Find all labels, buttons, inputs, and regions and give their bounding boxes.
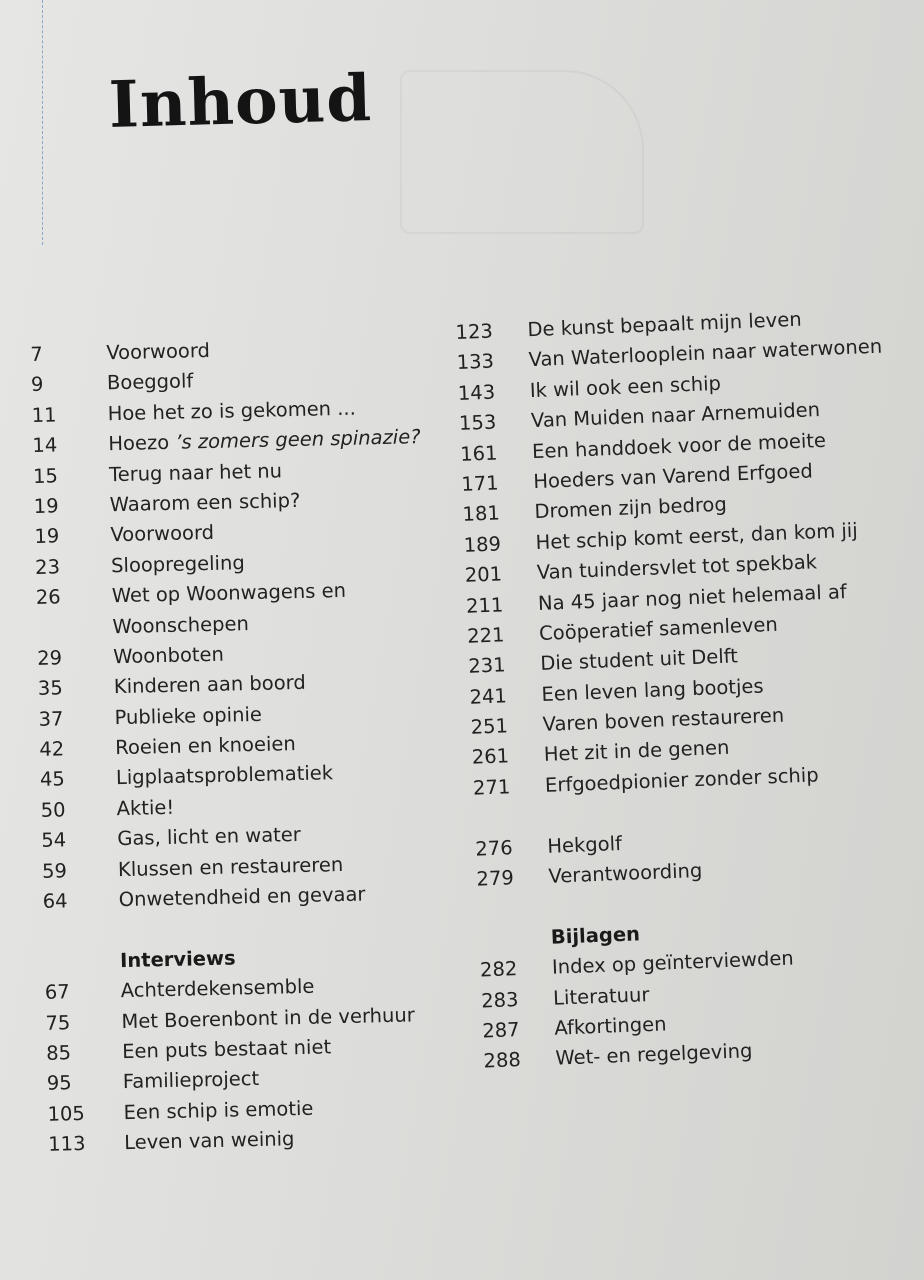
toc-entry-title: Een puts bestaat niet — [121, 1035, 332, 1064]
toc-page-number: 261 — [471, 744, 510, 770]
toc-appendix-list — [479, 946, 795, 1077]
toc-page-number: 45 — [39, 767, 66, 792]
toc-entry-title: Varen boven restaureren — [542, 703, 785, 737]
toc-entry — [30, 338, 211, 370]
toc-page-number: 287 — [481, 1018, 521, 1043]
toc-entry-title: Achterdekensemble — [120, 974, 315, 1003]
toc-entry-title: Gas, licht en water — [117, 823, 302, 851]
toc-entry — [474, 831, 623, 864]
toc-entry — [34, 550, 245, 583]
toc-page-number: 282 — [479, 957, 518, 982]
toc-entry — [44, 974, 315, 1008]
toc-entry-title: Van tuindersvlet tot spekbak — [536, 550, 818, 585]
toc-entry — [39, 761, 334, 795]
toc-entry — [456, 335, 883, 378]
interviews-heading-row — [44, 946, 236, 978]
toc-page-number: 14 — [32, 433, 58, 458]
toc-page-number: 123 — [455, 319, 494, 344]
margin-guide-line — [42, 0, 43, 245]
toc-entry — [460, 459, 814, 500]
toc-page-number: 221 — [466, 623, 505, 648]
toc-closing-list — [474, 831, 703, 895]
toc-entry-title: Met Boerenbont in de verhuur — [121, 1003, 415, 1033]
toc-page-number: 75 — [45, 1010, 71, 1035]
toc-entry — [31, 396, 357, 431]
toc-entry-title: Publieke opinie — [114, 702, 263, 729]
toc-page-number: 29 — [36, 646, 63, 670]
toc-page-number: 231 — [467, 653, 507, 679]
toc-page-number: 23 — [34, 555, 61, 579]
toc-page-number: 201 — [464, 562, 503, 587]
toc-entry-title: Hoeders van Varend Erfgoed — [532, 459, 814, 494]
toc-page-number: 105 — [47, 1101, 86, 1126]
section-spacer — [477, 895, 478, 925]
toc-entry — [465, 579, 848, 621]
toc-entry-title: Van Waterlooplein naar waterwonen — [528, 335, 883, 372]
toc-entry — [462, 493, 728, 530]
toc-entry — [467, 644, 739, 682]
toc-entry-title: Ik wil ook een schip — [529, 371, 722, 402]
toc-page-number: 50 — [40, 798, 66, 822]
toc-entry — [36, 611, 250, 643]
section-spacer — [474, 804, 475, 834]
toc-entry-title: Het zit in de genen — [543, 736, 730, 767]
toc-entry — [45, 1003, 415, 1038]
show-through-illustration — [400, 70, 644, 234]
toc-entry-title: Boeggolf — [106, 369, 194, 395]
toc-entry-title: Dromen zijn bedrog — [534, 493, 728, 524]
toc-entry — [38, 702, 263, 735]
toc-entry-title: Hekgolf — [546, 831, 623, 858]
toc-entry — [458, 398, 821, 439]
toc-entry — [41, 823, 302, 856]
toc-page-number: 64 — [42, 889, 68, 913]
toc-page-number: 26 — [35, 585, 61, 610]
toc-entry-title: Sloopregeling — [110, 550, 245, 577]
toc-left-column — [30, 338, 421, 1160]
toc-entry — [463, 518, 859, 561]
bijlagen-heading-row — [478, 922, 641, 955]
toc-page-number: 241 — [469, 683, 508, 709]
toc-entry-title: De kunst bepaalt mijn leven — [527, 307, 802, 342]
toc-interview-list-continued — [455, 307, 883, 804]
toc-entry-title: Literatuur — [552, 982, 650, 1010]
toc-entry-title — [108, 422, 421, 459]
toc-page-number: 181 — [462, 501, 501, 527]
toc-entry — [41, 852, 344, 887]
toc-entry-title: Onwetendheid en gevaar — [118, 882, 366, 912]
toc-entry — [472, 763, 820, 804]
toc-entry — [37, 671, 306, 704]
toc-page-number: 19 — [33, 494, 59, 518]
toc-entry — [455, 307, 802, 348]
toc-page-number: 7 — [30, 342, 44, 366]
toc-entry — [32, 425, 421, 461]
toc-entry-title-italic: ’s zomers geen spinazie? — [175, 425, 421, 454]
toc-page-number: 37 — [38, 707, 64, 731]
toc-entry — [464, 550, 818, 591]
toc-entry — [480, 982, 650, 1016]
toc-entry — [45, 1035, 332, 1069]
toc-page-number: 288 — [483, 1048, 522, 1073]
toc-entry — [47, 1096, 314, 1130]
toc-entry — [33, 488, 301, 522]
toc-entry-title: Van Muiden naar Arnemuiden — [530, 398, 821, 433]
toc-entry-title: Familieproject — [122, 1067, 260, 1094]
toc-entry-title: Een leven lang bootjes — [541, 674, 764, 706]
toc-entry — [483, 1039, 753, 1077]
toc-entry-title: Een schip is emotie — [123, 1096, 314, 1124]
toc-entry-title-plain: Hoezo — [108, 430, 176, 456]
toc-page-number: 133 — [456, 349, 495, 375]
toc-entry — [39, 732, 296, 765]
section-spacer — [43, 917, 44, 947]
toc-page-number: 211 — [465, 592, 504, 618]
toc-page-number: 54 — [41, 828, 67, 853]
toc-page-number: 189 — [463, 532, 502, 557]
toc-entry-title: Waarom een schip? — [109, 488, 301, 517]
toc-entry-title: Verantwoording — [548, 858, 703, 888]
toc-page-number: 95 — [46, 1071, 72, 1096]
toc-entry-title: Een handdoek voor de moeite — [531, 428, 827, 463]
toc-entry-title: Klussen en restaureren — [117, 852, 344, 881]
toc-entry — [34, 521, 215, 552]
toc-entry-title: Leven van weinig — [123, 1127, 295, 1155]
toc-entry-title: Index op geïnterviewden — [551, 946, 795, 979]
toc-entry — [46, 1067, 260, 1099]
toc-page-number: 271 — [472, 775, 511, 800]
toc-page-number: 9 — [30, 373, 44, 397]
toc-entry — [36, 642, 225, 674]
toc-page-number: 251 — [470, 714, 509, 739]
toc-entry-title: Voorwoord — [110, 521, 215, 547]
bijlagen-heading: Bijlagen — [550, 922, 641, 949]
toc-entry — [476, 858, 703, 895]
toc-entry — [471, 736, 730, 773]
toc-page-number: 276 — [474, 835, 514, 861]
toc-entry-title: Ligplaatsproblematiek — [115, 761, 334, 790]
toc-page-number: 113 — [47, 1132, 86, 1156]
toc-page-number: 59 — [41, 858, 68, 883]
toc-entry-title: Coöperatief samenleven — [538, 612, 779, 645]
toc-page-number: 143 — [457, 380, 496, 405]
toc-entry — [457, 371, 722, 409]
toc-entry-title: Het schip komt eerst, dan kom jij — [535, 518, 859, 554]
toc-page-number: 11 — [31, 403, 57, 427]
toc-entry — [40, 795, 175, 826]
toc-entry — [30, 369, 194, 400]
toc-entry-title: Na 45 jaar nog niet helemaal af — [537, 579, 848, 615]
toc-page-number: 35 — [37, 676, 63, 701]
toc-entry-title: Woonboten — [112, 642, 225, 669]
toc-right-column — [455, 307, 883, 1077]
toc-entry — [469, 674, 764, 712]
toc-page-number: 171 — [460, 471, 500, 496]
toc-entry — [481, 1012, 667, 1046]
toc-page-number: 67 — [44, 980, 70, 1005]
toc-entry-title: Wet- en regelgeving — [555, 1039, 753, 1071]
toc-entry-title: Die student uit Delft — [539, 644, 739, 676]
toc-entry — [470, 703, 785, 743]
toc-page-number: 161 — [459, 441, 498, 466]
toc-entry — [47, 1127, 295, 1160]
toc-entry-title: Woonschepen — [112, 611, 250, 638]
toc-entry-title: Aktie! — [116, 795, 175, 821]
toc-chapter-list — [30, 338, 421, 917]
toc-entry-title: Erfgoedpionier zonder schip — [544, 763, 820, 797]
toc-page-number: 85 — [45, 1041, 72, 1065]
toc-entry-title: Wet op Woonwagens en — [111, 579, 347, 608]
toc-entry-title: Kinderen aan boord — [113, 671, 306, 699]
page-title: Inhoud — [108, 61, 373, 143]
interviews-heading: Interviews — [119, 946, 236, 972]
toc-entry — [479, 946, 795, 986]
toc-entry — [466, 612, 779, 652]
toc-entry — [42, 882, 366, 917]
toc-page-number: 42 — [39, 737, 65, 761]
toc-entry — [459, 428, 827, 469]
toc-entry — [32, 458, 283, 492]
toc-entry — [35, 579, 347, 613]
toc-entry-title: Terug naar het nu — [108, 458, 283, 486]
toc-entry-title: Hoe het zo is gekomen ... — [107, 396, 357, 426]
toc-page-number: 15 — [32, 463, 59, 488]
toc-entry-title: Afkortingen — [553, 1012, 667, 1040]
toc-page-number: 19 — [34, 524, 60, 549]
toc-entry-title: Voorwoord — [106, 338, 211, 365]
toc-page-number: 153 — [458, 410, 497, 436]
toc-page-number: 279 — [476, 866, 515, 891]
toc-page-number: 283 — [480, 987, 519, 1013]
toc-entry-title: Roeien en knoeien — [115, 732, 296, 760]
toc-interviews-list — [44, 974, 415, 1160]
